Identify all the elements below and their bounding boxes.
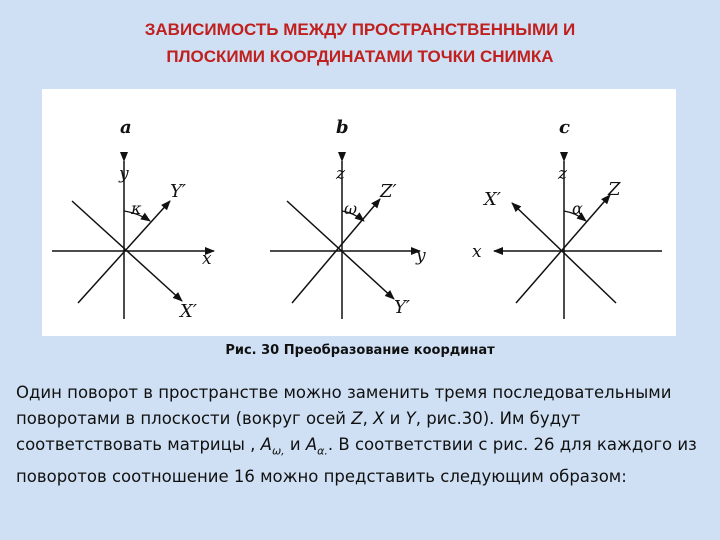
body-and: и (384, 409, 406, 428)
title-line-1: ЗАВИСИМОСТЬ МЕЖДУ ПРОСТРАНСТВЕННЫМИ И (144, 20, 576, 39)
body-paragraph (16, 380, 706, 490)
slide-title (0, 16, 720, 70)
panel-b-rotated-up-label: Z′ (380, 181, 397, 202)
body-text-1: Один поворот в пространстве можно заменить тремя последовательными поворотами в плоскости (вокруг осей (16, 383, 672, 428)
panel-c-rotated-up-label: Z (608, 179, 621, 200)
title-line-2: ПЛОСКИМИ КООРДИНАТАМИ ТОЧКИ СНИМКА (166, 47, 554, 66)
panel-b-horizontal-label: y (416, 246, 426, 266)
panel-a (52, 117, 214, 322)
panel-a-horizontal-label: x (202, 249, 212, 269)
panel-a-vertical-label: y (119, 164, 129, 184)
coordinate-figure-svg (42, 89, 676, 336)
panel-c-letter: c (559, 117, 570, 138)
panel-c-rotated-up-axis (516, 195, 610, 303)
axis-z-label: Z (351, 409, 363, 428)
matrix-a-alpha: $A_{\alpha.}$ (305, 435, 328, 458)
panel-c (472, 117, 662, 319)
panel-c-angle-label: α (572, 199, 583, 218)
panel-b-letter: b (336, 117, 349, 138)
matrix-a-omega: $A_{\omega,}$ (260, 435, 285, 458)
panel-a-angle-label: κ (131, 199, 142, 218)
axis-x-label: X (373, 409, 385, 428)
body-and-2: и (284, 435, 306, 454)
panel-a-rotated-up-label: Y′ (170, 181, 186, 202)
panel-a-rotated-down-label: X′ (180, 301, 197, 322)
panel-c-horizontal-label: x (472, 242, 482, 262)
panel-b-vertical-label: z (336, 164, 345, 184)
panel-b (270, 117, 426, 319)
panel-c-vertical-label: z (558, 164, 567, 184)
body-text-2: , рис.30). Им будут соответствовать матрицы , (16, 409, 581, 454)
body-comma: , (362, 409, 374, 428)
panel-a-letter: a (120, 117, 132, 138)
axis-y-label: Y (405, 409, 416, 428)
figure-caption: Рис. 30 Преобразование координат (225, 343, 495, 358)
body-text-3: . В соответствии с рис. 26 для каждого из поворотов соотношение 16 можно представить следующим образом: (16, 435, 697, 487)
panel-b-rotated-down-label: Y′ (394, 297, 410, 318)
panel-b-rotated-down-axis (287, 201, 394, 299)
coordinate-figure (42, 89, 676, 336)
panel-b-angle-label: ω (344, 199, 358, 218)
panel-c-rotated-down-label: X′ (484, 189, 501, 210)
